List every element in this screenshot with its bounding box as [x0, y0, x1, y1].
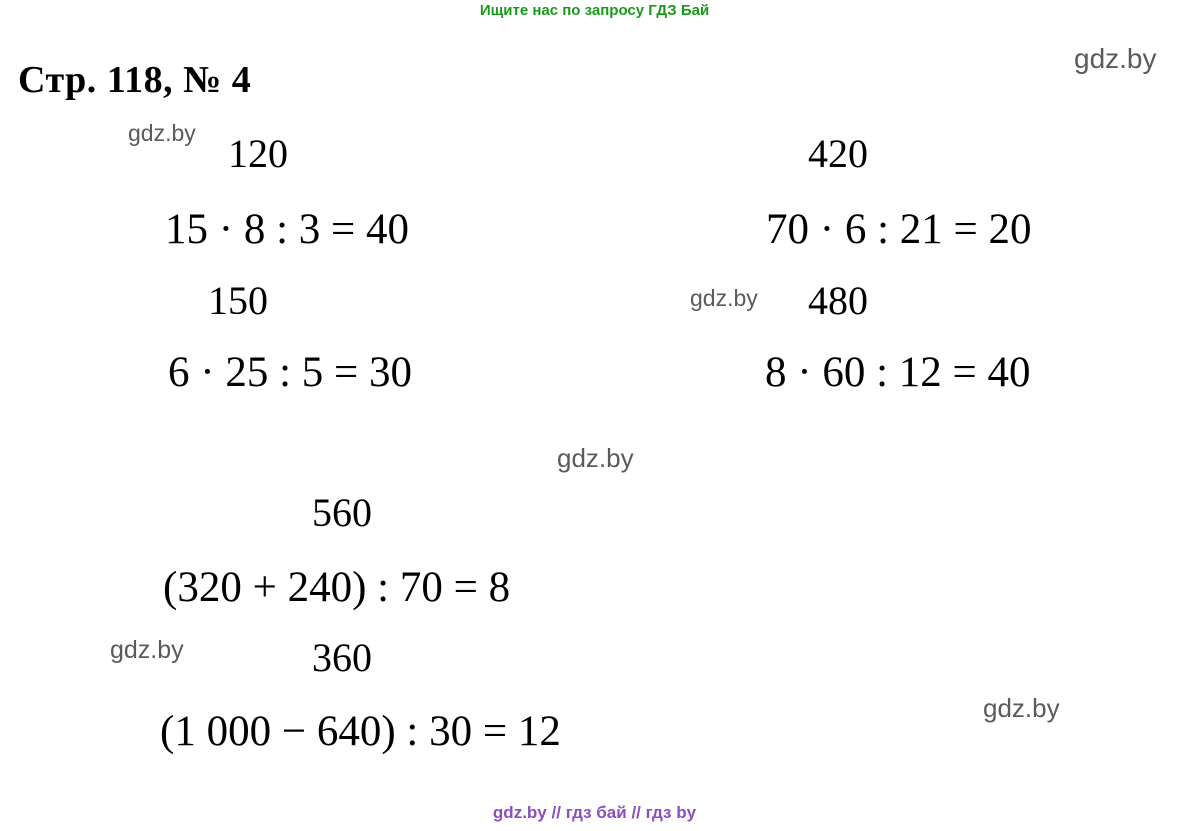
page-title: Стр. 118, № 4: [18, 59, 252, 101]
bottom-banner-part-3: гдз by: [645, 803, 697, 822]
watermark-center: gdz.by: [557, 443, 634, 473]
watermark-mid-right: gdz.by: [690, 285, 758, 311]
expression-2: 6 · 25 : 5 = 30: [168, 349, 413, 396]
watermark-lower-right: gdz.by: [983, 693, 1060, 723]
bottom-banner-sep-2: //: [631, 803, 641, 822]
expression-5: (320 + 240) : 70 = 8: [163, 564, 511, 611]
expression-4: 8 · 60 : 12 = 40: [765, 349, 1031, 396]
watermark-top-right: gdz.by: [1074, 43, 1157, 74]
watermark-lower-left: gdz.by: [110, 636, 184, 664]
intermediate-product-4: 480: [808, 278, 868, 323]
watermark-title-area: gdz.by: [128, 120, 196, 146]
bottom-banner-sep-1: //: [551, 803, 561, 822]
expression-1: 15 · 8 : 3 = 40: [165, 206, 410, 253]
intermediate-product-2: 150: [208, 278, 268, 323]
intermediate-sum-5: 560: [312, 490, 372, 535]
intermediate-product-1: 120: [228, 131, 288, 176]
bottom-promo-banner: [0, 803, 1189, 823]
bottom-banner-part-2: гдз бай: [565, 803, 627, 822]
intermediate-difference-6: 360: [312, 635, 372, 680]
intermediate-product-3: 420: [808, 131, 868, 176]
expression-3: 70 · 6 : 21 = 20: [766, 206, 1032, 253]
expression-6: (1 000 − 640) : 30 = 12: [160, 708, 561, 755]
top-promo-banner: Ищите нас по запросу ГДЗ Бай: [479, 2, 710, 19]
bottom-banner-part-1: gdz.by: [492, 803, 547, 822]
